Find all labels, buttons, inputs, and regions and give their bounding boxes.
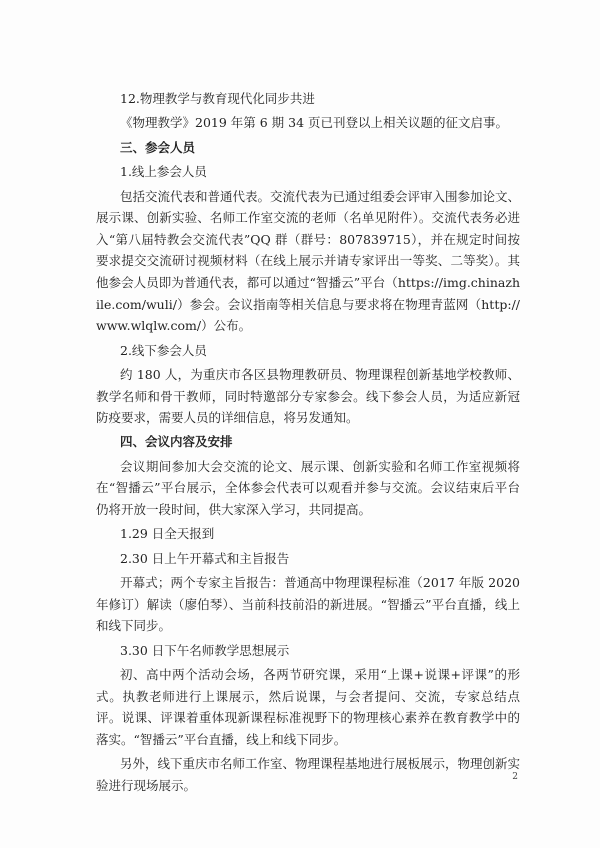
- publication-note: 《物理教学》2019 年第 6 期 34 页已刊登以上相关议题的征文启事。: [120, 115, 509, 131]
- paragraph-agenda-intro: 会议期间参加大会交流的论文、展示课、创新实验和名师工作室视频将在“智播云”平台展示，全体参会代表可以观看并参与交流。会议结束后平台仍将开放一段时间，供大家深入学习，共同提高。: [96, 458, 520, 518]
- paragraph-additional-exhibits: 另外，线下重庆市名师工作室、物理课程基地进行展板展示，物理创新实验进行现场展示。: [96, 756, 521, 793]
- subheading-offline-participants: 2.线下参会人员: [120, 342, 207, 358]
- document-body: [96, 88, 520, 799]
- agenda-item-30-afternoon: 3.30 日下午名师教学思想展示: [120, 642, 290, 658]
- agenda-item-29: 1.29 日全天报到: [120, 526, 215, 542]
- paragraph-online-participants: 包括交流代表和普通代表。交流代表为已通过组委会评审入围参加论文、展示课、创新实验、名师工作室交流的老师（名单见附件）。交流代表务必进入“第八届特教会交流代表”QQ 群（群号：807839715），并在规定时间按要求提交交流研讨视频材料（在线上展示并请专家评出一等奖、二等奖）。其他参会人员即为普通代表，都可以通过“智播云”平台（https://img.chinazhile.com/wuli/）参会。会议指南等相关信息与要求将在物理青蓝网（http://www.wlqlw.com/）公布。: [96, 188, 521, 334]
- paragraph-offline-participants: 约 180 人，为重庆市各区县物理教研员、物理课程创新基地学校教师、教学名师和骨干教师，同时特邀部分专家参会。线下参会人员，为适应新冠防疫要求，需要人员的详细信息，将另发通知。: [96, 366, 520, 426]
- list-item-12: 12.物理教学与教育现代化同步共进: [120, 91, 315, 106]
- page-number: 2: [512, 772, 518, 782]
- agenda-item-30-morning: 2.30 日上午开幕式和主旨报告: [120, 550, 290, 566]
- paragraph-teaching-showcase: 初、高中两个活动会场，各两节研究课，采用“上课+说课+评课”的形式。执教老师进行上课展示，然后说课，与会者提问、交流，专家总结点评。说课、评课着重体现新课程标准视野下的物理核心素养在教育教学中的落实。“智播云”平台直播，线上和线下同步。: [96, 667, 520, 747]
- subheading-online-participants: 1.线上参会人员: [120, 164, 207, 180]
- section-heading-agenda: 四、会议内容及安排: [120, 434, 233, 450]
- section-heading-participants: 三、参会人员: [120, 139, 196, 155]
- paragraph-opening-ceremony: 开幕式；两个专家主旨报告：普通高中物理课程标准（2017 年版 2020 年修订）解读（廖伯琴）、当前科技前沿的新进展。“智播云”平台直播，线上和线下同步。: [96, 575, 520, 634]
